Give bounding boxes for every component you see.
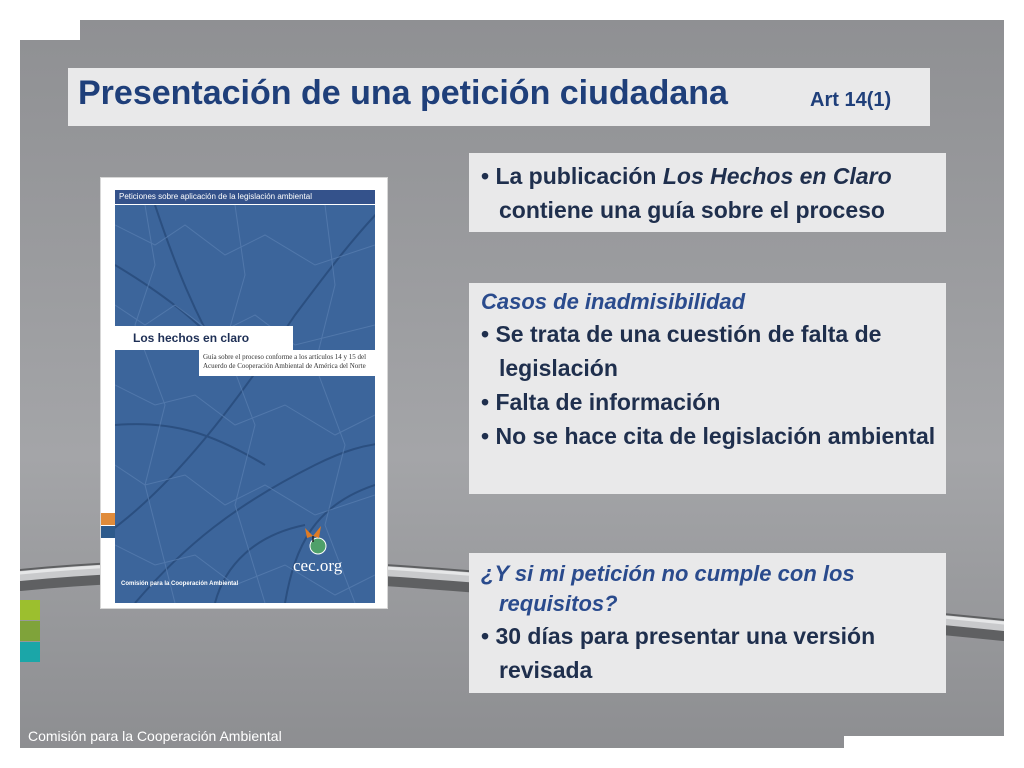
list-item: • No se hace cita de legislación ambiental bbox=[481, 423, 936, 449]
inadmissibility-heading: Casos de inadmisibilidad bbox=[481, 289, 746, 314]
bullet-icon: • bbox=[481, 423, 490, 449]
inadmissibility-card bbox=[469, 283, 946, 494]
cover-subtitle: Guía sobre el proceso conforme a los artículos 14 y 15 del Acuerdo de Cooperación Ambiental de América del Norte bbox=[199, 350, 375, 376]
accent-square-green bbox=[20, 600, 40, 620]
leaf-texture-image bbox=[115, 205, 375, 603]
cover-header: Peticiones sobre aplicación de la legislación ambiental bbox=[115, 190, 375, 204]
bullet-icon: • bbox=[481, 389, 490, 415]
cover-tab-blue bbox=[101, 526, 115, 538]
publication-text: • La publicación Los Hechos en Claro contiene una guía sobre el proceso bbox=[481, 163, 892, 223]
cover-title: Los hechos en claro bbox=[115, 326, 293, 350]
cover-footer: Comisión para la Cooperación Ambiental bbox=[121, 581, 239, 587]
list-item: • Falta de información bbox=[481, 389, 721, 415]
footer-organization: Comisión para la Cooperación Ambiental bbox=[28, 728, 282, 744]
corner-decoration bbox=[20, 20, 80, 40]
bullet-icon: • bbox=[481, 321, 490, 347]
slide-title: Presentación de una petición ciudadana bbox=[78, 74, 728, 112]
list-item: • 30 días para presentar una versión revisada bbox=[481, 623, 876, 683]
corner-decoration bbox=[844, 736, 1004, 748]
requirements-heading: ¿Y si mi petición no cumple con los requisitos? bbox=[481, 561, 855, 616]
article-reference: Art 14(1) bbox=[810, 89, 892, 111]
book-cover bbox=[101, 178, 387, 608]
publication-card bbox=[469, 153, 946, 232]
cover-url: cec.org bbox=[293, 556, 343, 575]
cover-tab-orange bbox=[101, 513, 115, 525]
butterfly-globe-logo-icon bbox=[301, 524, 331, 556]
publication-title: Los Hechos en Claro bbox=[662, 163, 892, 189]
bullet-icon: • bbox=[481, 623, 490, 649]
accent-square-teal bbox=[20, 642, 40, 662]
requirements-card bbox=[469, 553, 946, 693]
bullet-icon: • bbox=[481, 163, 490, 189]
accent-square-olive bbox=[20, 621, 40, 641]
list-item: • Se trata de una cuestión de falta de legislación bbox=[481, 321, 882, 381]
